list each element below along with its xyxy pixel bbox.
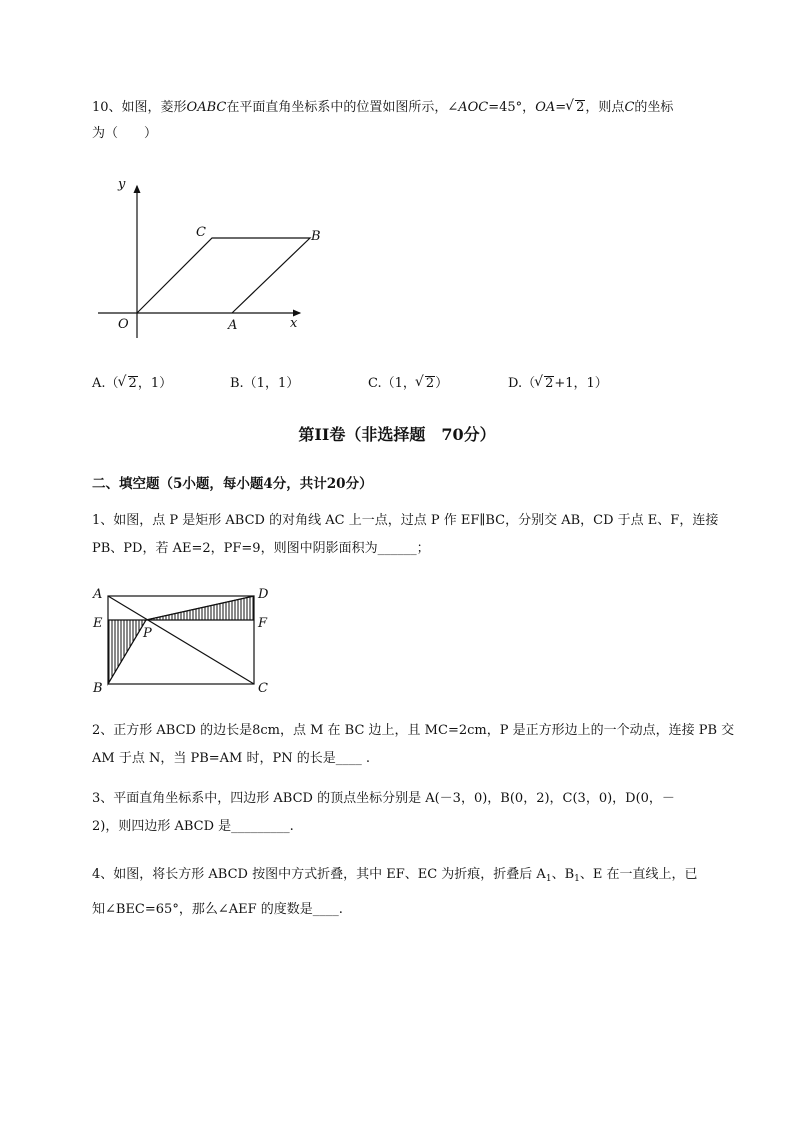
q4-line1: 4、如图，将长方形 ABCD 按图中方式折叠，其中 EF、EC 为折痕，折叠后 $A_1$、$B_1$、E 在一直线上，已 bbox=[92, 867, 698, 884]
option-a[interactable]: A.（√ 2，1） bbox=[92, 372, 172, 391]
q2-line1: 2、正方形 ABCD 的边长是8cm，点 M 在 BC 边上，且 MC=2cm，P 是正方形边上的一个动点，连接 PB 交 bbox=[92, 723, 735, 738]
q10-line1: 10、如图，菱形OABC在平面直角坐标系中的位置如图所示，∠AOC=45°，OA=√ 2，则点C的坐标 bbox=[92, 100, 673, 116]
label-p: P bbox=[143, 626, 152, 641]
q4-line2: 知∠BEC=65°，那么∠AEF 的度数是____. bbox=[92, 902, 343, 917]
q10-line2: 为（ ） bbox=[92, 126, 158, 141]
label-e: E bbox=[93, 616, 103, 631]
label-d: D bbox=[258, 587, 269, 602]
label-a: A bbox=[228, 318, 238, 333]
label-b: B bbox=[93, 681, 103, 696]
q1-line1: 1、如图，点 P 是矩形 ABCD 的对角线 AC 上一点，过点 P 作 EF∥BC，分别交 AB，CD 于点 E、F，连接 bbox=[92, 513, 719, 528]
rhombus-oabc bbox=[137, 238, 310, 313]
q1-line2: PB、PD，若 AE=2，PF=9，则图中阴影面积为______； bbox=[92, 541, 430, 556]
section-title: 第II卷（非选择题 70分） bbox=[298, 425, 496, 444]
label-y: y bbox=[118, 177, 126, 192]
label-o: O bbox=[118, 317, 129, 332]
option-c[interactable]: C.（1，√ 2） bbox=[368, 372, 448, 391]
label-x: x bbox=[290, 316, 298, 331]
q3-line1: 3、平面直角坐标系中，四边形 ABCD 的顶点坐标分别是 A(－3，0)，B(0，2)，C(3，0)，D(0，－ bbox=[92, 791, 675, 806]
option-b[interactable]: B.（1，1） bbox=[230, 376, 300, 391]
label-f: F bbox=[258, 616, 268, 631]
label-c: C bbox=[258, 681, 268, 696]
part-title: 二、填空题（5小题，每小题4分，共计20分） bbox=[92, 476, 373, 492]
q3-line2: 2)，则四边形 ABCD 是_________. bbox=[92, 819, 294, 834]
label-c: C bbox=[196, 225, 206, 240]
label-a: A bbox=[93, 587, 103, 602]
label-b: B bbox=[311, 229, 321, 244]
option-d[interactable]: D.（√ 2+1，1） bbox=[508, 372, 608, 391]
q10-figure bbox=[0, 0, 794, 360]
sqrt-2: √ 2 bbox=[566, 100, 585, 116]
q2-line2: AM 于点 N，当 PB=AM 时，PN 的长是____ . bbox=[92, 751, 371, 766]
q1-figure bbox=[0, 580, 794, 700]
